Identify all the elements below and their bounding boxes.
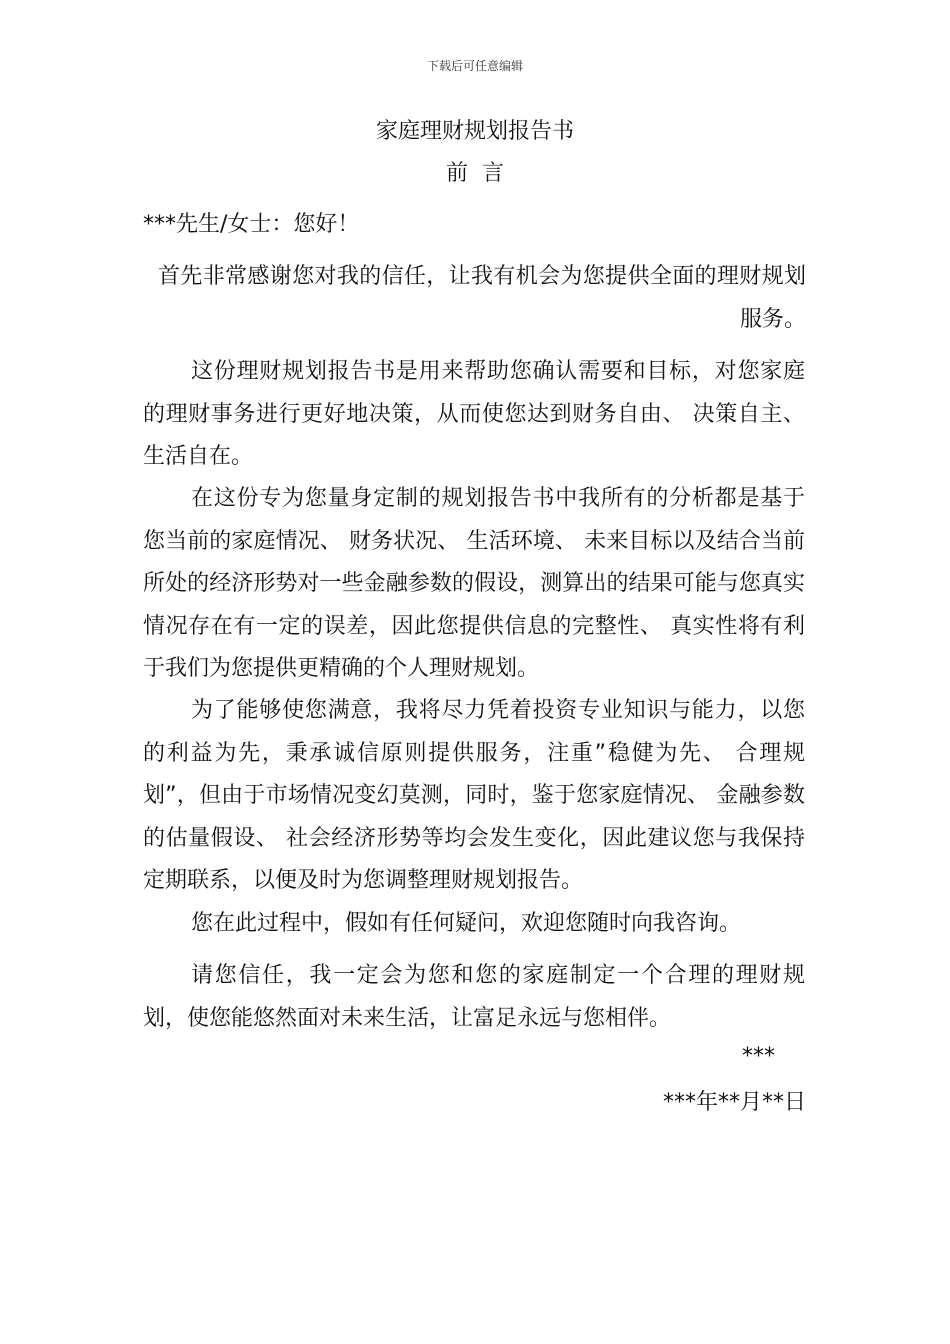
signature-date: ***年**月**日 [662,1090,806,1115]
greeting: ***先生/女士：您好！ [143,212,360,237]
signer-name: *** [742,1044,775,1069]
paragraph-4: 为了能够使您满意，我将尽力凭着投资专业知识与能力，以您的利益为先，秉承诚信原则提供服务，注重”稳健为先、 合理规划”，但由于市场情况变幻莫测，同时，鉴于您家庭情况、 金融参数的估量假设、 社会经济形势等均会发生变化，因此建议您与我保持定期联系，以便及时为您调整理财规划报告。 [143,698,805,893]
paragraph-5-block [143,903,805,946]
paragraph-3: 在这份专为您量身定制的规划报告书中我所有的分析都是基于您当前的家庭情况、 财务状况、 生活环境、 未来目标以及结合当前所处的经济形势对一些金融参数的假设，测算出的结果可能与您真实情况存在有一定的误差，因此您提供信息的完整性、 真实性将有利于我们为您提供更精确的个人理财规划。 [143,486,805,681]
paragraph-3-block [143,478,805,691]
paragraph-1: 首先非常感谢您对我的信任，让我有机会为您提供全面的理财规划服务。 [158,264,806,332]
paragraph-2: 这份理财规划报告书是用来帮助您确认需要和目标，对您家庭的理财事务进行更好地决策，从而使您达到财务自由、 决策自主、 生活自在。 [143,359,805,469]
document-title: 家庭理财规划报告书 [375,119,574,144]
document-subtitle: 前言 [445,161,518,186]
header-note: 下载后可任意编辑 [426,59,523,73]
paragraph-6: 请您信任，我一定会为您和您的家庭制定一个合理的理财规划，使您能悠然面对未来生活，让富足永远与您相伴。 [143,963,805,1031]
paragraph-5: 您在此过程中，假如有任何疑问，欢迎您随时向我咨询。 [191,911,742,936]
paragraph-6-block [143,955,805,1040]
paragraph-4-block [143,690,805,903]
paragraph-2-block [143,351,805,479]
